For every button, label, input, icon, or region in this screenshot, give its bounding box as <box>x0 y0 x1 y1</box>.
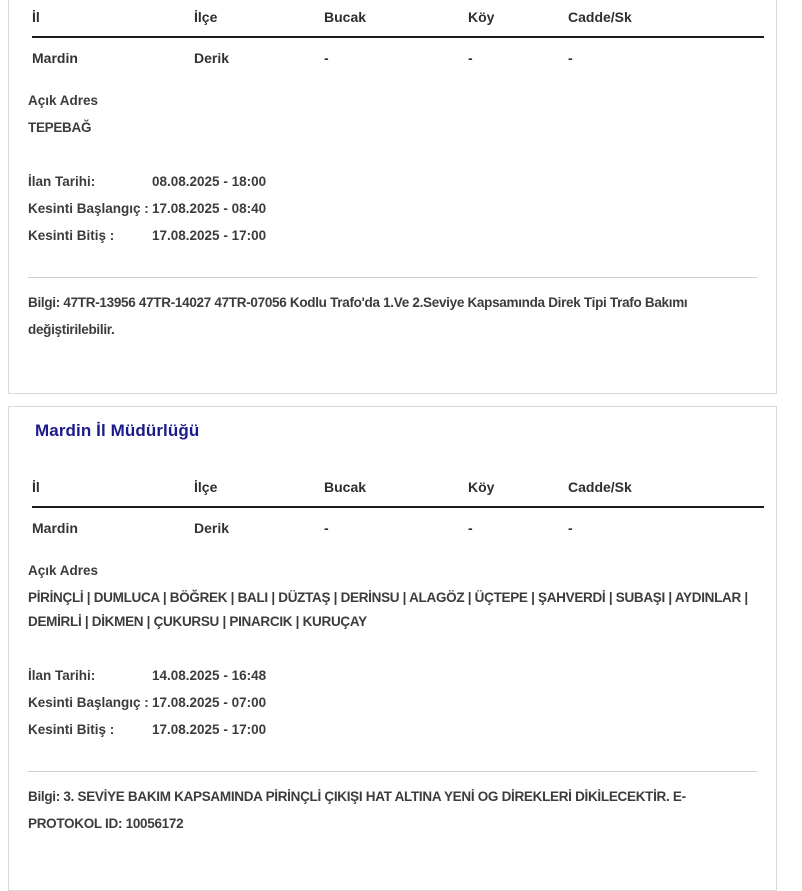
outage-end-row <box>28 222 761 249</box>
cell-ilce: Derik <box>194 520 324 537</box>
cell-koy: - <box>468 520 568 537</box>
announcement-date-value: 14.08.2025 - 16:48 <box>152 662 266 689</box>
outage-end-label: Kesinti Bitiş : <box>28 716 152 743</box>
cell-bucak: - <box>324 520 468 537</box>
column-header-il: İl <box>32 9 194 26</box>
outage-location-table <box>32 479 764 537</box>
announcement-date-value: 08.08.2025 - 18:00 <box>152 168 266 195</box>
outage-info-text: Bilgi: 47TR-13956 47TR-14027 47TR-07056 Kodlu Trafo'da 1.Ve 2.Seviye Kapsamında Direk Tipi Trafo Bakımı değiştirilebilir. <box>28 289 756 343</box>
outage-end-value: 17.08.2025 - 17:00 <box>152 716 266 743</box>
open-address-value: PİRİNÇLİ | DUMLUCA | BÖĞREK | BALI | DÜZTAŞ | DERİNSU | ALAGÖZ | ÜÇTEPE | ŞAHVERDİ | SUBAŞI | AYDINLAR | DEMİRLİ | DİKMEN | ÇUKURSU | PINARCIK | KURUÇAY <box>28 586 748 634</box>
announcement-date-label: İlan Tarihi: <box>28 168 152 195</box>
outage-end-label: Kesinti Bitiş : <box>28 222 152 249</box>
outage-info-text: Bilgi: 3. SEVİYE BAKIM KAPSAMINDA PİRİNÇLİ ÇIKIŞI HAT ALTINA YENİ OG DİREKLERİ DİKİLECEKTİR. E-PROTOKOL ID: 10056172 <box>28 783 756 837</box>
section-divider <box>28 771 757 772</box>
outage-start-value: 17.08.2025 - 08:40 <box>152 195 266 222</box>
column-header-ilce: İlçe <box>194 479 324 496</box>
cell-cadde-sk: - <box>568 50 764 67</box>
cell-bucak: - <box>324 50 468 67</box>
table-row <box>32 38 764 67</box>
outage-location-table <box>32 9 764 67</box>
outage-start-value: 17.08.2025 - 07:00 <box>152 689 266 716</box>
outage-card <box>8 0 777 394</box>
cell-cadde-sk: - <box>568 520 764 537</box>
column-header-koy: Köy <box>468 9 568 26</box>
announcement-date-label: İlan Tarihi: <box>28 662 152 689</box>
announcement-date-row <box>28 168 761 195</box>
office-title: Mardin İl Müdürlüğü <box>28 421 761 441</box>
column-header-ilce: İlçe <box>194 9 324 26</box>
cell-koy: - <box>468 50 568 67</box>
outage-start-row <box>28 195 761 222</box>
column-header-cadde-sk: Cadde/Sk <box>568 479 764 496</box>
cell-il: Mardin <box>32 50 194 67</box>
section-divider <box>28 277 757 278</box>
column-header-bucak: Bucak <box>324 9 468 26</box>
outage-card <box>8 406 777 891</box>
cell-il: Mardin <box>32 520 194 537</box>
announcement-date-row <box>28 662 761 689</box>
date-block <box>28 662 761 743</box>
table-header-row <box>32 479 764 508</box>
column-header-il: İl <box>32 479 194 496</box>
outage-start-label: Kesinti Başlangıç : <box>28 195 152 222</box>
cell-ilce: Derik <box>194 50 324 67</box>
outage-end-value: 17.08.2025 - 17:00 <box>152 222 266 249</box>
date-block <box>28 168 761 249</box>
table-row <box>32 508 764 537</box>
column-header-bucak: Bucak <box>324 479 468 496</box>
column-header-koy: Köy <box>468 479 568 496</box>
open-address-label: Açık Adres <box>28 562 761 580</box>
outage-start-row <box>28 689 761 716</box>
open-address-label: Açık Adres <box>28 92 761 110</box>
column-header-cadde-sk: Cadde/Sk <box>568 9 764 26</box>
open-address-value: TEPEBAĞ <box>28 116 748 140</box>
outage-end-row <box>28 716 761 743</box>
table-header-row <box>32 9 764 38</box>
outage-start-label: Kesinti Başlangıç : <box>28 689 152 716</box>
